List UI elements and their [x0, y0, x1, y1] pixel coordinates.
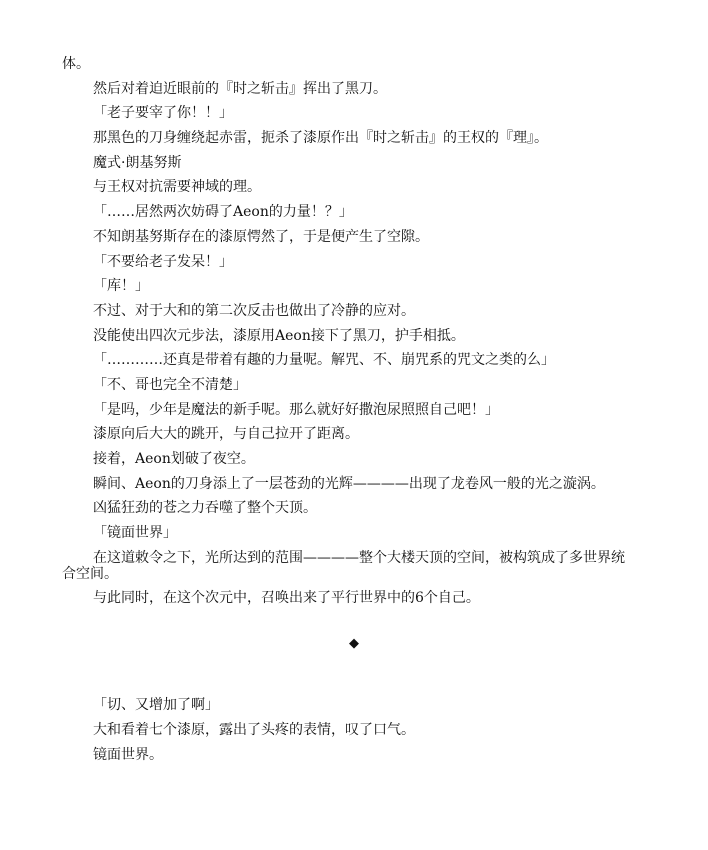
paragraph: 镜面世界。 [93, 746, 163, 763]
dialogue-paragraph: 「库！」 [93, 278, 149, 295]
paragraph: 瞬间、Aeon的刀身添上了一层苍劲的光辉————出现了龙卷风一般的光之漩涡。 [93, 475, 605, 492]
dialogue-paragraph: 「切、又增加了啊」 [93, 697, 219, 714]
dialogue-paragraph: 「不要给老子发呆！」 [93, 253, 233, 270]
dialogue-paragraph: 「……居然两次妨碍了Aeon的力量！？」 [93, 204, 353, 221]
section-divider-diamond-icon: ◆ [349, 636, 359, 652]
dialogue-paragraph: 「老子要宰了你！！」 [93, 105, 233, 122]
paragraph: 与此同时，在这个次元中，召唤出来了平行世界中的6个自己。 [93, 590, 480, 607]
paragraph: 接着，Aeon划破了夜空。 [93, 451, 255, 467]
paragraph: 魔式·朗基努斯 [93, 154, 182, 171]
text-section-2 [62, 697, 630, 762]
paragraph: 体。 [62, 56, 90, 72]
paragraph: 不知朗基努斯存在的漆原愕然了，于是便产生了空隙。 [93, 228, 429, 245]
dialogue-paragraph: 「…………还真是带着有趣的力量呢。解咒、不、崩咒系的咒文之类的么」 [93, 352, 555, 369]
dialogue-paragraph: 「镜面世界」 [93, 525, 177, 542]
paragraph: 没能使出四次元步法，漆原用Aeon接下了黑刀，护手相抵。 [93, 327, 465, 344]
dialogue-paragraph: 「是吗，少年是魔法的新手呢。那么就好好撒泡尿照照自己吧！」 [93, 401, 499, 418]
paragraph: 漆原向后大大的跳开，与自己拉开了距离。 [93, 426, 359, 443]
paragraph: 凶猛狂劲的苍之力吞噬了整个天顶。 [93, 500, 317, 517]
paragraph: 那黑色的刀身缠绕起赤雷，扼杀了漆原作出『时之斩击』的王权的『理』。 [93, 130, 548, 147]
dialogue-paragraph: 「不、哥也完全不清楚」 [93, 376, 247, 393]
paragraph: 大和看着七个漆原，露出了头疼的表情，叹了口气。 [93, 722, 415, 739]
paragraph: 然后对着迫近眼前的『时之斩击』挥出了黑刀。 [93, 80, 387, 97]
paragraph: 与王权对抗需要神域的理。 [93, 179, 261, 196]
paragraph: 不过、对于大和的第二次反击也做出了冷静的应对。 [93, 302, 415, 319]
paragraph: 在这道敕令之下，光所达到的范围————整个大楼天顶的空间，被构筑成了多世界统合空间。 [62, 549, 625, 582]
text-section-1 [62, 56, 630, 606]
